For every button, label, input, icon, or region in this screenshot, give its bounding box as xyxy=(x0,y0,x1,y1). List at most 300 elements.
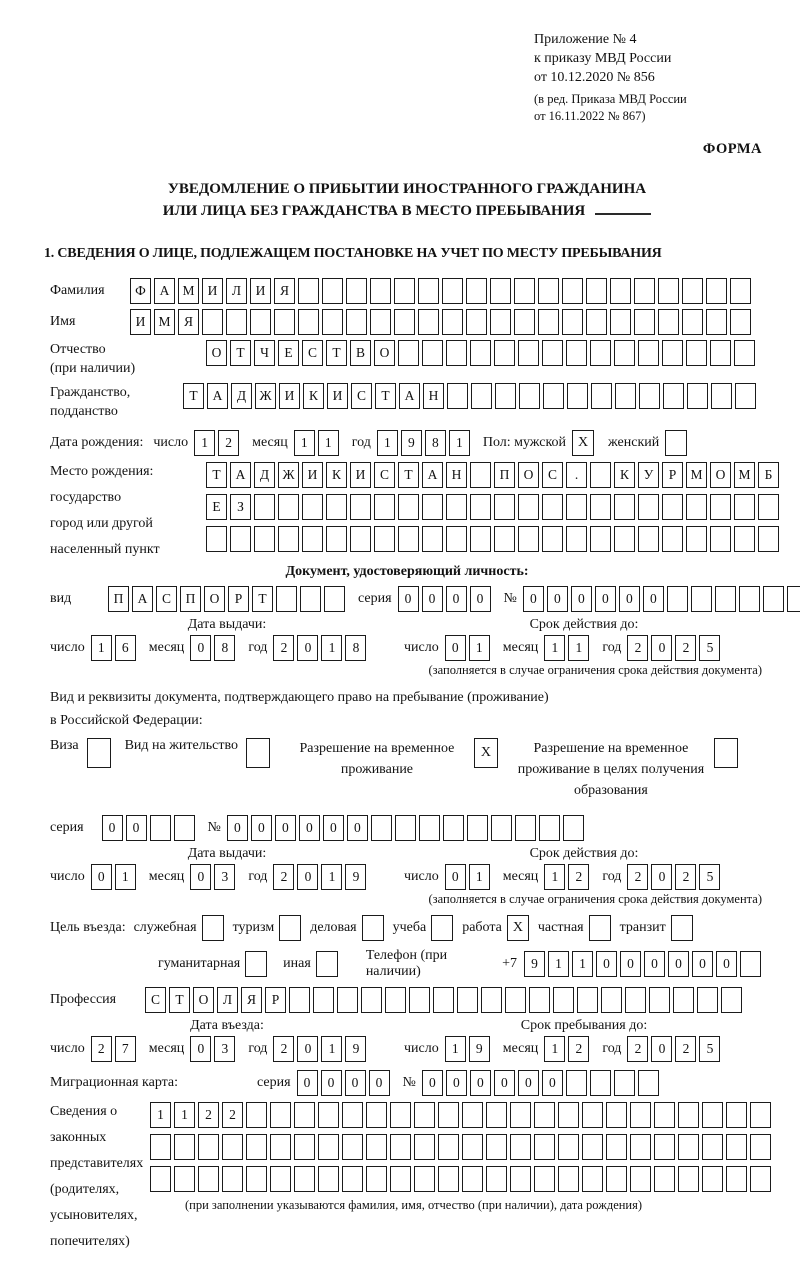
char-cell[interactable] xyxy=(567,383,588,409)
char-cell[interactable] xyxy=(610,278,631,304)
purpose-humanitarian-checkbox[interactable] xyxy=(245,951,267,977)
char-cell[interactable] xyxy=(443,815,464,841)
char-cell[interactable] xyxy=(385,987,406,1013)
char-cell[interactable]: 1 xyxy=(469,635,490,661)
char-cell[interactable] xyxy=(298,309,319,335)
char-cell[interactable]: 0 xyxy=(398,586,419,612)
char-cell[interactable] xyxy=(558,1134,579,1160)
char-cell[interactable] xyxy=(198,1166,219,1192)
char-cell[interactable]: 0 xyxy=(620,951,641,977)
char-cell[interactable] xyxy=(438,1102,459,1128)
char-cell[interactable]: К xyxy=(303,383,324,409)
char-cell[interactable] xyxy=(678,1134,699,1160)
char-cell[interactable] xyxy=(350,494,371,520)
char-cell[interactable] xyxy=(342,1102,363,1128)
char-cell[interactable]: Т xyxy=(206,462,227,488)
char-cell[interactable] xyxy=(366,1102,387,1128)
char-cell[interactable]: 0 xyxy=(445,635,466,661)
char-cell[interactable] xyxy=(730,278,751,304)
char-cell[interactable]: 1 xyxy=(321,635,342,661)
char-cell[interactable] xyxy=(466,309,487,335)
residence-permit-checkbox[interactable] xyxy=(246,738,270,768)
char-cell[interactable]: 0 xyxy=(126,815,147,841)
char-cell[interactable]: Р xyxy=(265,987,286,1013)
char-cell[interactable] xyxy=(534,1134,555,1160)
char-cell[interactable] xyxy=(562,278,583,304)
char-cell[interactable]: 0 xyxy=(227,815,248,841)
char-cell[interactable] xyxy=(590,526,611,552)
char-cell[interactable] xyxy=(438,1166,459,1192)
char-cell[interactable] xyxy=(590,340,611,366)
char-cell[interactable] xyxy=(686,526,707,552)
char-cell[interactable] xyxy=(654,1102,675,1128)
char-cell[interactable] xyxy=(706,278,727,304)
char-cell[interactable]: 2 xyxy=(273,864,294,890)
char-cell[interactable]: 1 xyxy=(544,1036,565,1062)
char-cell[interactable] xyxy=(462,1102,483,1128)
char-cell[interactable] xyxy=(566,1070,587,1096)
char-cell[interactable]: 0 xyxy=(446,586,467,612)
char-cell[interactable]: О xyxy=(518,462,539,488)
char-cell[interactable] xyxy=(318,1166,339,1192)
char-cell[interactable]: Т xyxy=(230,340,251,366)
char-cell[interactable] xyxy=(246,1102,267,1128)
char-cell[interactable] xyxy=(418,309,439,335)
char-cell[interactable]: 2 xyxy=(218,430,239,456)
char-cell[interactable] xyxy=(730,309,751,335)
char-cell[interactable]: 2 xyxy=(273,635,294,661)
char-cell[interactable] xyxy=(787,586,800,612)
char-cell[interactable]: 8 xyxy=(214,635,235,661)
char-cell[interactable] xyxy=(505,987,526,1013)
char-cell[interactable] xyxy=(318,1102,339,1128)
char-cell[interactable]: С xyxy=(351,383,372,409)
char-cell[interactable]: Т xyxy=(326,340,347,366)
char-cell[interactable] xyxy=(470,462,491,488)
char-cell[interactable] xyxy=(510,1166,531,1192)
char-cell[interactable]: Я xyxy=(241,987,262,1013)
char-cell[interactable] xyxy=(467,815,488,841)
char-cell[interactable] xyxy=(422,494,443,520)
char-cell[interactable] xyxy=(466,278,487,304)
char-cell[interactable]: 0 xyxy=(692,951,713,977)
char-cell[interactable]: О xyxy=(193,987,214,1013)
char-cell[interactable]: 1 xyxy=(548,951,569,977)
char-cell[interactable]: 1 xyxy=(568,635,589,661)
char-cell[interactable]: П xyxy=(108,586,129,612)
char-cell[interactable]: 0 xyxy=(91,864,112,890)
char-cell[interactable] xyxy=(649,987,670,1013)
char-cell[interactable]: И xyxy=(250,278,271,304)
char-cell[interactable] xyxy=(734,526,755,552)
char-cell[interactable]: М xyxy=(178,278,199,304)
char-cell[interactable] xyxy=(294,1134,315,1160)
char-cell[interactable] xyxy=(254,494,275,520)
char-cell[interactable]: Л xyxy=(217,987,238,1013)
char-cell[interactable] xyxy=(395,815,416,841)
char-cell[interactable] xyxy=(711,383,732,409)
char-cell[interactable]: Т xyxy=(183,383,204,409)
char-cell[interactable] xyxy=(615,383,636,409)
char-cell[interactable]: 2 xyxy=(273,1036,294,1062)
char-cell[interactable] xyxy=(702,1166,723,1192)
char-cell[interactable] xyxy=(442,278,463,304)
temporary-residence-education-checkbox[interactable] xyxy=(714,738,738,768)
char-cell[interactable] xyxy=(494,494,515,520)
char-cell[interactable]: 0 xyxy=(547,586,568,612)
char-cell[interactable] xyxy=(702,1134,723,1160)
char-cell[interactable] xyxy=(300,586,321,612)
char-cell[interactable] xyxy=(370,278,391,304)
char-cell[interactable]: Е xyxy=(278,340,299,366)
char-cell[interactable] xyxy=(606,1134,627,1160)
char-cell[interactable]: 1 xyxy=(174,1102,195,1128)
char-cell[interactable] xyxy=(518,494,539,520)
char-cell[interactable]: Я xyxy=(178,309,199,335)
char-cell[interactable] xyxy=(457,987,478,1013)
purpose-official-checkbox[interactable] xyxy=(202,915,224,941)
char-cell[interactable] xyxy=(606,1102,627,1128)
char-cell[interactable]: А xyxy=(207,383,228,409)
char-cell[interactable] xyxy=(582,1102,603,1128)
char-cell[interactable]: 1 xyxy=(445,1036,466,1062)
char-cell[interactable]: 5 xyxy=(699,635,720,661)
char-cell[interactable] xyxy=(486,1102,507,1128)
char-cell[interactable]: 1 xyxy=(572,951,593,977)
char-cell[interactable]: И xyxy=(279,383,300,409)
char-cell[interactable] xyxy=(222,1134,243,1160)
char-cell[interactable]: 1 xyxy=(544,864,565,890)
purpose-tourism-checkbox[interactable] xyxy=(279,915,301,941)
char-cell[interactable]: 8 xyxy=(345,635,366,661)
char-cell[interactable]: 1 xyxy=(449,430,470,456)
char-cell[interactable]: 3 xyxy=(214,1036,235,1062)
purpose-business-checkbox[interactable] xyxy=(362,915,384,941)
char-cell[interactable] xyxy=(418,278,439,304)
char-cell[interactable]: С xyxy=(145,987,166,1013)
char-cell[interactable]: О xyxy=(204,586,225,612)
char-cell[interactable] xyxy=(202,309,223,335)
char-cell[interactable] xyxy=(710,526,731,552)
char-cell[interactable]: 0 xyxy=(651,635,672,661)
char-cell[interactable] xyxy=(150,1134,171,1160)
char-cell[interactable]: С xyxy=(542,462,563,488)
char-cell[interactable] xyxy=(702,1102,723,1128)
char-cell[interactable]: 0 xyxy=(369,1070,390,1096)
char-cell[interactable] xyxy=(446,526,467,552)
char-cell[interactable] xyxy=(758,494,779,520)
char-cell[interactable]: Н xyxy=(423,383,444,409)
char-cell[interactable] xyxy=(494,340,515,366)
char-cell[interactable] xyxy=(682,309,703,335)
char-cell[interactable] xyxy=(682,278,703,304)
char-cell[interactable]: 0 xyxy=(297,1036,318,1062)
char-cell[interactable]: 1 xyxy=(544,635,565,661)
char-cell[interactable]: 0 xyxy=(251,815,272,841)
char-cell[interactable]: 0 xyxy=(321,1070,342,1096)
char-cell[interactable]: Ж xyxy=(255,383,276,409)
char-cell[interactable] xyxy=(350,526,371,552)
char-cell[interactable] xyxy=(150,1166,171,1192)
char-cell[interactable] xyxy=(697,987,718,1013)
char-cell[interactable] xyxy=(662,526,683,552)
char-cell[interactable] xyxy=(639,383,660,409)
char-cell[interactable]: Т xyxy=(169,987,190,1013)
char-cell[interactable] xyxy=(721,987,742,1013)
char-cell[interactable] xyxy=(518,340,539,366)
char-cell[interactable] xyxy=(515,815,536,841)
char-cell[interactable] xyxy=(302,526,323,552)
char-cell[interactable] xyxy=(678,1102,699,1128)
char-cell[interactable] xyxy=(278,526,299,552)
char-cell[interactable]: 5 xyxy=(699,864,720,890)
char-cell[interactable] xyxy=(590,1070,611,1096)
char-cell[interactable] xyxy=(726,1134,747,1160)
char-cell[interactable] xyxy=(361,987,382,1013)
char-cell[interactable]: 1 xyxy=(150,1102,171,1128)
char-cell[interactable]: 0 xyxy=(275,815,296,841)
char-cell[interactable]: А xyxy=(132,586,153,612)
char-cell[interactable] xyxy=(662,494,683,520)
char-cell[interactable] xyxy=(270,1102,291,1128)
char-cell[interactable] xyxy=(726,1166,747,1192)
char-cell[interactable] xyxy=(590,462,611,488)
char-cell[interactable] xyxy=(470,526,491,552)
char-cell[interactable] xyxy=(313,987,334,1013)
char-cell[interactable] xyxy=(250,309,271,335)
char-cell[interactable] xyxy=(534,1102,555,1128)
char-cell[interactable] xyxy=(278,494,299,520)
char-cell[interactable] xyxy=(390,1166,411,1192)
char-cell[interactable] xyxy=(529,987,550,1013)
char-cell[interactable] xyxy=(663,383,684,409)
char-cell[interactable] xyxy=(414,1134,435,1160)
char-cell[interactable] xyxy=(739,586,760,612)
char-cell[interactable] xyxy=(374,494,395,520)
char-cell[interactable] xyxy=(510,1102,531,1128)
char-cell[interactable] xyxy=(246,1166,267,1192)
char-cell[interactable] xyxy=(638,1070,659,1096)
char-cell[interactable] xyxy=(298,278,319,304)
char-cell[interactable] xyxy=(366,1134,387,1160)
char-cell[interactable]: 0 xyxy=(643,586,664,612)
char-cell[interactable] xyxy=(542,526,563,552)
char-cell[interactable]: 8 xyxy=(425,430,446,456)
char-cell[interactable] xyxy=(539,815,560,841)
char-cell[interactable]: 0 xyxy=(596,951,617,977)
char-cell[interactable]: 0 xyxy=(518,1070,539,1096)
char-cell[interactable] xyxy=(471,383,492,409)
char-cell[interactable] xyxy=(226,309,247,335)
char-cell[interactable]: 2 xyxy=(675,635,696,661)
char-cell[interactable]: 0 xyxy=(297,864,318,890)
char-cell[interactable] xyxy=(302,494,323,520)
char-cell[interactable] xyxy=(206,526,227,552)
char-cell[interactable] xyxy=(514,278,535,304)
char-cell[interactable] xyxy=(462,1134,483,1160)
char-cell[interactable]: Е xyxy=(206,494,227,520)
char-cell[interactable] xyxy=(542,494,563,520)
purpose-study-checkbox[interactable] xyxy=(431,915,453,941)
char-cell[interactable]: 1 xyxy=(194,430,215,456)
purpose-transit-checkbox[interactable] xyxy=(671,915,693,941)
char-cell[interactable] xyxy=(486,1166,507,1192)
char-cell[interactable] xyxy=(322,278,343,304)
char-cell[interactable] xyxy=(433,987,454,1013)
char-cell[interactable]: 2 xyxy=(91,1036,112,1062)
char-cell[interactable]: 0 xyxy=(102,815,123,841)
purpose-work-checkbox[interactable]: X xyxy=(507,915,529,941)
char-cell[interactable]: 0 xyxy=(299,815,320,841)
char-cell[interactable]: 0 xyxy=(523,586,544,612)
char-cell[interactable] xyxy=(481,987,502,1013)
char-cell[interactable]: 0 xyxy=(644,951,665,977)
char-cell[interactable]: 0 xyxy=(470,1070,491,1096)
char-cell[interactable] xyxy=(342,1166,363,1192)
char-cell[interactable]: 0 xyxy=(494,1070,515,1096)
char-cell[interactable]: 2 xyxy=(198,1102,219,1128)
char-cell[interactable] xyxy=(758,526,779,552)
char-cell[interactable] xyxy=(634,309,655,335)
char-cell[interactable] xyxy=(470,340,491,366)
char-cell[interactable]: 0 xyxy=(347,815,368,841)
char-cell[interactable] xyxy=(654,1134,675,1160)
char-cell[interactable] xyxy=(582,1134,603,1160)
char-cell[interactable]: Я xyxy=(274,278,295,304)
char-cell[interactable] xyxy=(394,278,415,304)
char-cell[interactable]: 1 xyxy=(469,864,490,890)
char-cell[interactable]: О xyxy=(710,462,731,488)
char-cell[interactable] xyxy=(414,1102,435,1128)
char-cell[interactable] xyxy=(706,309,727,335)
char-cell[interactable] xyxy=(686,494,707,520)
char-cell[interactable]: 2 xyxy=(568,1036,589,1062)
char-cell[interactable]: 2 xyxy=(675,1036,696,1062)
char-cell[interactable]: С xyxy=(374,462,395,488)
char-cell[interactable] xyxy=(658,278,679,304)
char-cell[interactable] xyxy=(270,1134,291,1160)
char-cell[interactable]: 0 xyxy=(470,586,491,612)
char-cell[interactable] xyxy=(673,987,694,1013)
char-cell[interactable] xyxy=(371,815,392,841)
char-cell[interactable] xyxy=(494,526,515,552)
char-cell[interactable] xyxy=(374,526,395,552)
char-cell[interactable]: 1 xyxy=(91,635,112,661)
char-cell[interactable]: Ф xyxy=(130,278,151,304)
char-cell[interactable] xyxy=(710,340,731,366)
char-cell[interactable]: Н xyxy=(446,462,467,488)
char-cell[interactable] xyxy=(490,278,511,304)
char-cell[interactable] xyxy=(630,1102,651,1128)
char-cell[interactable] xyxy=(610,309,631,335)
char-cell[interactable]: Р xyxy=(662,462,683,488)
char-cell[interactable] xyxy=(586,278,607,304)
char-cell[interactable]: Ж xyxy=(278,462,299,488)
char-cell[interactable] xyxy=(198,1134,219,1160)
char-cell[interactable]: 0 xyxy=(651,1036,672,1062)
char-cell[interactable] xyxy=(558,1102,579,1128)
char-cell[interactable] xyxy=(538,278,559,304)
char-cell[interactable] xyxy=(276,586,297,612)
char-cell[interactable] xyxy=(590,494,611,520)
char-cell[interactable] xyxy=(398,494,419,520)
char-cell[interactable] xyxy=(566,526,587,552)
char-cell[interactable] xyxy=(750,1102,771,1128)
char-cell[interactable] xyxy=(318,1134,339,1160)
char-cell[interactable]: М xyxy=(734,462,755,488)
char-cell[interactable] xyxy=(366,1166,387,1192)
char-cell[interactable]: 0 xyxy=(571,586,592,612)
char-cell[interactable] xyxy=(634,278,655,304)
char-cell[interactable] xyxy=(614,526,635,552)
char-cell[interactable] xyxy=(409,987,430,1013)
char-cell[interactable] xyxy=(446,340,467,366)
char-cell[interactable]: 0 xyxy=(190,864,211,890)
char-cell[interactable]: И xyxy=(202,278,223,304)
char-cell[interactable] xyxy=(614,1070,635,1096)
char-cell[interactable] xyxy=(294,1166,315,1192)
char-cell[interactable]: И xyxy=(327,383,348,409)
char-cell[interactable]: Л xyxy=(226,278,247,304)
char-cell[interactable] xyxy=(491,815,512,841)
char-cell[interactable]: 0 xyxy=(542,1070,563,1096)
char-cell[interactable] xyxy=(625,987,646,1013)
char-cell[interactable] xyxy=(346,309,367,335)
char-cell[interactable] xyxy=(289,987,310,1013)
char-cell[interactable] xyxy=(519,383,540,409)
char-cell[interactable] xyxy=(495,383,516,409)
char-cell[interactable]: З xyxy=(230,494,251,520)
char-cell[interactable]: . xyxy=(566,462,587,488)
char-cell[interactable] xyxy=(230,526,251,552)
char-cell[interactable] xyxy=(667,586,688,612)
char-cell[interactable] xyxy=(346,278,367,304)
char-cell[interactable]: Д xyxy=(254,462,275,488)
char-cell[interactable] xyxy=(710,494,731,520)
char-cell[interactable] xyxy=(270,1166,291,1192)
char-cell[interactable] xyxy=(558,1166,579,1192)
char-cell[interactable]: И xyxy=(350,462,371,488)
char-cell[interactable]: Т xyxy=(398,462,419,488)
char-cell[interactable] xyxy=(658,309,679,335)
char-cell[interactable]: М xyxy=(154,309,175,335)
char-cell[interactable] xyxy=(543,383,564,409)
char-cell[interactable] xyxy=(414,1166,435,1192)
char-cell[interactable] xyxy=(566,494,587,520)
char-cell[interactable]: Б xyxy=(758,462,779,488)
char-cell[interactable] xyxy=(538,309,559,335)
char-cell[interactable]: К xyxy=(614,462,635,488)
char-cell[interactable]: 7 xyxy=(115,1036,136,1062)
char-cell[interactable] xyxy=(326,526,347,552)
char-cell[interactable] xyxy=(614,340,635,366)
char-cell[interactable] xyxy=(322,309,343,335)
char-cell[interactable]: 0 xyxy=(422,1070,443,1096)
char-cell[interactable] xyxy=(586,309,607,335)
char-cell[interactable] xyxy=(514,309,535,335)
char-cell[interactable]: А xyxy=(422,462,443,488)
char-cell[interactable]: Т xyxy=(375,383,396,409)
char-cell[interactable] xyxy=(470,494,491,520)
char-cell[interactable]: 5 xyxy=(699,1036,720,1062)
char-cell[interactable]: 0 xyxy=(619,586,640,612)
char-cell[interactable] xyxy=(326,494,347,520)
char-cell[interactable] xyxy=(686,340,707,366)
char-cell[interactable]: 0 xyxy=(297,1070,318,1096)
char-cell[interactable] xyxy=(735,383,756,409)
char-cell[interactable] xyxy=(606,1166,627,1192)
purpose-other-checkbox[interactable] xyxy=(316,951,338,977)
